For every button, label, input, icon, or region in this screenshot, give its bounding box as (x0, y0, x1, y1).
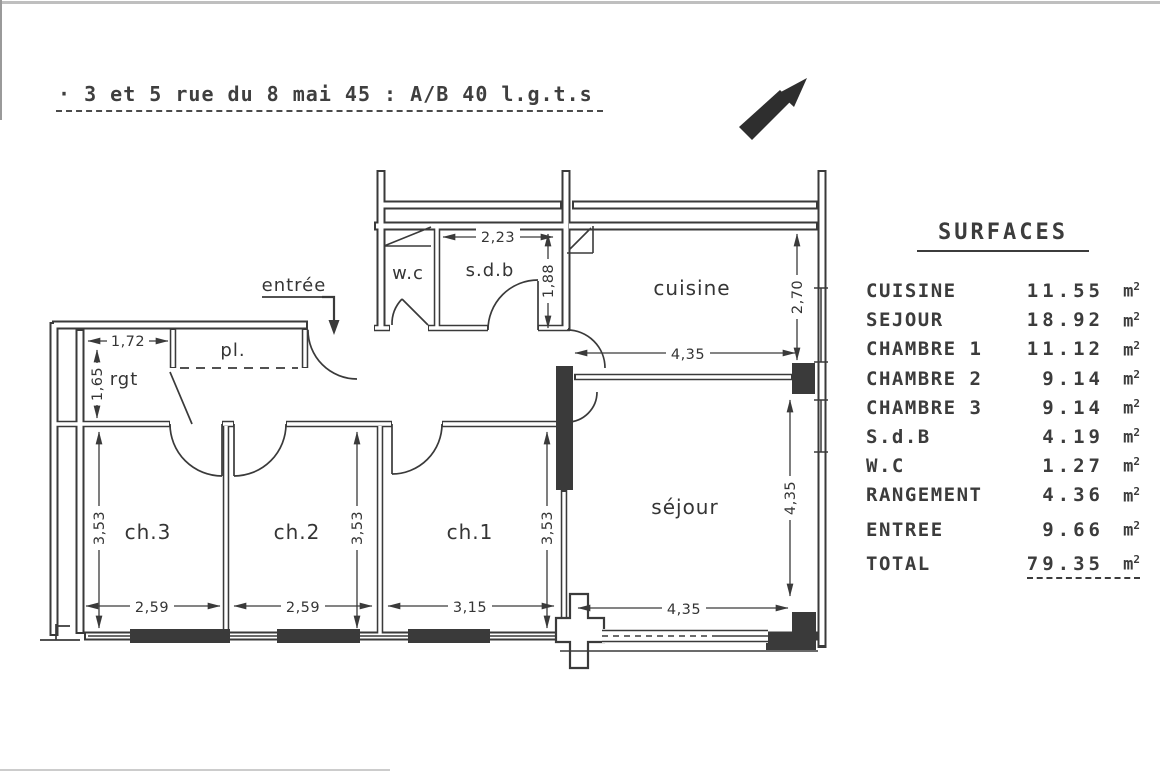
row-value: 79.35 (1026, 552, 1104, 575)
row-label: CHAMBRE 1 (866, 338, 983, 361)
row-unit: $m^2$ (1123, 518, 1140, 541)
ch3-door (170, 424, 222, 476)
room-label-sejour: séjour (651, 495, 719, 519)
room-label-ch3: ch.3 (124, 520, 172, 544)
row-label: RANGEMENT (866, 484, 983, 507)
ch1-door (392, 424, 442, 474)
cuisine-door-arc (567, 330, 605, 368)
room-label-rangement: rgt (109, 369, 139, 390)
row-value: 4.36 (1042, 484, 1104, 507)
page-title: · 3 et 5 rue du 8 mai 45 : A/B 40 l.g.t.s (56, 82, 603, 112)
row-unit: $m^2$ (1123, 309, 1140, 332)
room-label-ch1: ch.1 (446, 520, 494, 544)
row-label: TOTAL (866, 552, 931, 575)
row-value: 9.14 (1042, 396, 1104, 419)
dim-label: 2,70 (790, 279, 806, 315)
row-value: 11.12 (1026, 338, 1104, 361)
row-value: 4.19 (1042, 425, 1104, 448)
room-label-sdb: s.d.b (465, 260, 515, 281)
dim-label: 1,72 (110, 334, 146, 350)
row-label: SEJOUR (866, 309, 944, 332)
room-label-entree: entrée (261, 275, 327, 296)
dim-label: 3,53 (92, 510, 108, 546)
doors (170, 280, 605, 476)
row-value: 9.66 (1042, 518, 1104, 541)
entry-door-arc (308, 330, 357, 379)
row-unit: $m^2$ (1123, 367, 1140, 390)
left-step-detail (40, 624, 80, 640)
dim-label: 4,35 (783, 480, 799, 516)
dim-label: 1,65 (90, 366, 106, 402)
dim-label: 4,35 (670, 347, 706, 363)
room-label-ch2: ch.2 (273, 520, 321, 544)
entree-arrow-line (322, 297, 334, 324)
row-unit: $m^2$ (1123, 455, 1140, 478)
surfaces-table-title: SURFACES (917, 220, 1089, 252)
row-unit: $m^2$ (1123, 426, 1140, 448)
row-value: 11.55 (1026, 280, 1104, 302)
row-value: 18.92 (1026, 309, 1104, 332)
row-label: CHAMBRE 3 (866, 396, 983, 419)
row-unit: $m^2$ (1123, 280, 1140, 302)
rgt-door-leaf (170, 372, 192, 424)
dim-label: 3,15 (452, 600, 488, 616)
windows (88, 288, 828, 651)
wc-door (392, 299, 428, 325)
row-label: ENTREE (866, 518, 944, 541)
dim-label: 2,59 (285, 600, 321, 616)
dim-label: 2,59 (134, 600, 170, 616)
row-unit: $m^2$ (1123, 553, 1140, 575)
row-label: W.C (866, 455, 905, 478)
entree-arrow-head (329, 320, 340, 335)
dim-label: 3,53 (350, 510, 366, 546)
room-label-placard: pl. (220, 340, 246, 361)
dim-label: 4,35 (666, 602, 702, 618)
room-label-wc: w.c (392, 263, 424, 284)
ch2-door (234, 424, 286, 476)
row-label: S.d.B (866, 425, 931, 448)
row-value: 9.14 (1042, 367, 1104, 390)
dim-label: 2,23 (480, 230, 516, 246)
north-arrow-icon (739, 78, 807, 140)
dim-label: 1,88 (541, 263, 557, 299)
row-label: CHAMBRE 2 (866, 367, 983, 390)
dim-label: 3,53 (540, 510, 556, 546)
sdb-door (488, 280, 538, 330)
room-labels (110, 260, 731, 544)
row-unit: $m^2$ (1123, 397, 1140, 419)
room-label-cuisine: cuisine (653, 276, 731, 300)
row-unit: $m^2$ (1123, 484, 1140, 507)
row-label: CUISINE (866, 280, 957, 302)
row-value: 1.27 (1042, 455, 1104, 478)
row-unit: $m^2$ (1123, 338, 1140, 361)
